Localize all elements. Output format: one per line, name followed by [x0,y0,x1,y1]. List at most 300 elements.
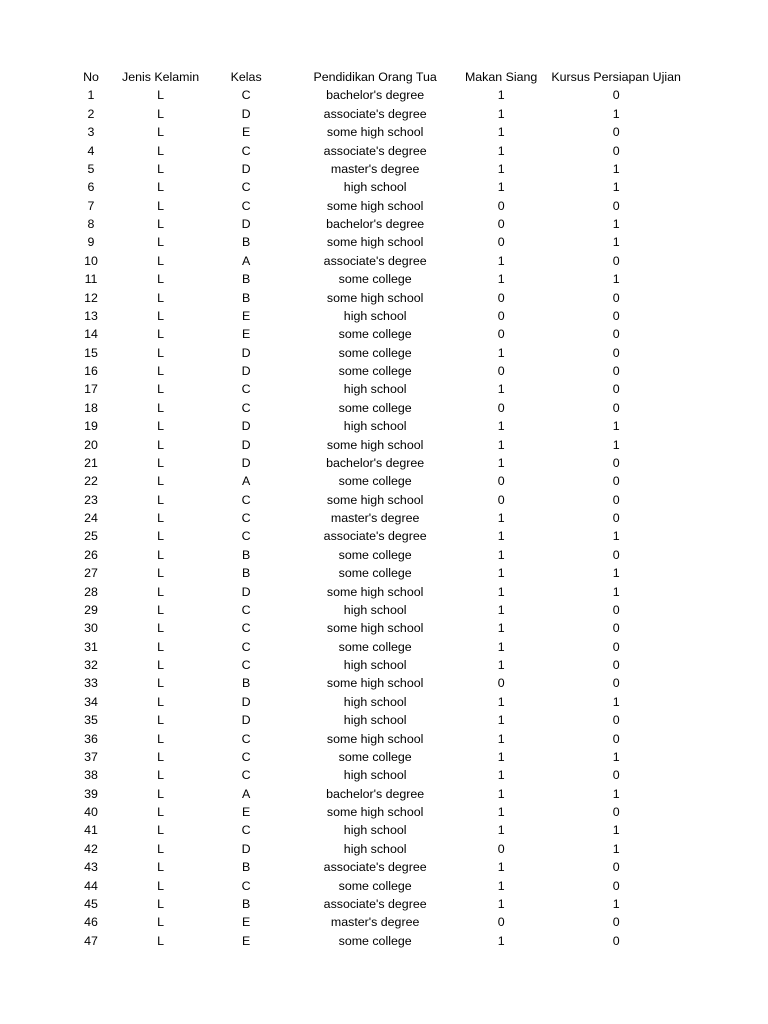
cell-kelas: C [241,768,251,783]
cell-kelas: B [242,290,251,305]
cell-makan-siang: 1 [497,694,505,709]
cell-jenis-kelamin: L [157,308,165,323]
cell-pendidikan-orang-tua: high school [343,658,407,672]
cell-no: 30 [84,621,98,636]
table-row [60,491,687,509]
header-pendidikan-orang-tua: Pendidikan Orang Tua [313,70,437,84]
cell-jenis-kelamin: L [157,235,165,250]
table-row [60,638,687,656]
cell-pendidikan-orang-tua: master's degree [330,915,420,930]
cell-pendidikan-orang-tua: associate's degree [323,529,427,544]
cell-jenis-kelamin: L [157,694,165,709]
cell-kelas: B [242,547,251,562]
cell-jenis-kelamin: L [157,382,165,397]
cell-makan-siang: 1 [497,621,505,636]
cell-makan-siang: 0 [497,198,505,213]
table-row [60,527,687,545]
cell-jenis-kelamin: L [157,400,165,415]
cell-makan-siang: 1 [497,382,505,397]
cell-jenis-kelamin: L [157,272,165,287]
cell-kelas: C [241,621,251,636]
table-row [60,289,687,307]
cell-makan-siang: 1 [497,823,505,838]
cell-kelas: E [242,125,251,140]
cell-pendidikan-orang-tua: bachelor's degree [326,217,425,231]
cell-no: 40 [84,805,98,819]
cell-pendidikan-orang-tua: some college [338,639,412,654]
table-row [60,913,687,931]
cell-jenis-kelamin: L [157,896,165,911]
cell-kursus-persiapan-ujian: 0 [612,621,620,636]
cell-kelas: C [241,180,251,195]
cell-jenis-kelamin: L [157,639,165,654]
cell-makan-siang: 0 [497,308,505,323]
cell-kursus-persiapan-ujian: 1 [612,235,620,250]
cell-makan-siang: 1 [497,437,505,452]
table-row [60,160,687,178]
cell-pendidikan-orang-tua: some college [338,749,412,764]
cell-jenis-kelamin: L [157,437,165,452]
cell-pendidikan-orang-tua: high school [343,823,407,838]
cell-kelas: D [241,713,251,728]
cell-makan-siang: 1 [497,455,505,470]
table-row [60,123,687,141]
cell-kursus-persiapan-ujian: 1 [612,566,620,581]
cell-makan-siang: 1 [497,713,505,728]
cell-jenis-kelamin: L [157,217,165,231]
cell-kelas: D [241,419,251,434]
table-row [60,564,687,582]
cell-no: 45 [84,896,98,911]
cell-pendidikan-orang-tua: high school [343,694,407,709]
cell-jenis-kelamin: L [157,474,165,489]
table-row [60,509,687,527]
cell-no: 3 [87,125,95,140]
cell-no: 1 [87,88,95,103]
table-row [60,307,687,325]
cell-no: 28 [84,584,98,599]
cell-kelas: B [242,676,251,691]
cell-no: 29 [84,602,98,617]
table-row [60,142,687,160]
cell-kelas: C [241,88,251,103]
table-row [60,472,687,490]
cell-kursus-persiapan-ujian: 1 [612,749,620,764]
cell-no: 47 [84,933,98,948]
cell-kelas: D [241,345,251,360]
cell-kelas: C [241,823,251,838]
cell-jenis-kelamin: L [157,860,165,875]
cell-pendidikan-orang-tua: some college [338,327,412,342]
cell-makan-siang: 1 [497,768,505,783]
cell-pendidikan-orang-tua: high school [343,308,407,323]
cell-makan-siang: 0 [497,492,505,507]
cell-kursus-persiapan-ujian: 0 [612,731,620,746]
cell-jenis-kelamin: L [157,602,165,617]
table-row [60,619,687,637]
cell-kursus-persiapan-ujian: 0 [612,860,620,875]
cell-pendidikan-orang-tua: some high school [326,290,424,305]
cell-no: 18 [84,400,98,415]
cell-jenis-kelamin: L [157,290,165,305]
cell-no: 21 [84,455,98,470]
cell-kursus-persiapan-ujian: 0 [612,364,620,378]
cell-jenis-kelamin: L [157,492,165,507]
cell-jenis-kelamin: L [157,345,165,360]
cell-jenis-kelamin: L [157,198,165,213]
cell-kursus-persiapan-ujian: 0 [612,639,620,654]
cell-makan-siang: 0 [497,676,505,691]
cell-kelas: E [242,933,251,948]
cell-kursus-persiapan-ujian: 1 [612,106,620,121]
cell-pendidikan-orang-tua: some college [338,272,412,287]
cell-no: 13 [84,308,98,323]
cell-makan-siang: 0 [497,290,505,305]
cell-kelas: C [241,511,251,525]
cell-kelas: B [242,235,251,250]
cell-makan-siang: 0 [497,327,505,342]
cell-kelas: D [241,364,251,378]
cell-kelas: D [241,694,251,709]
cell-jenis-kelamin: L [157,143,165,158]
cell-kursus-persiapan-ujian: 0 [612,88,620,103]
cell-no: 35 [84,713,98,728]
cell-jenis-kelamin: L [157,878,165,893]
cell-kelas: C [241,749,251,764]
cell-makan-siang: 1 [497,896,505,911]
cell-pendidikan-orang-tua: some college [338,474,412,489]
cell-pendidikan-orang-tua: some high school [326,198,424,213]
header-makan-siang: Makan Siang [464,70,538,84]
cell-jenis-kelamin: L [157,180,165,195]
cell-kursus-persiapan-ujian: 0 [612,400,620,415]
cell-no: 39 [84,786,98,801]
table-row [60,454,687,472]
cell-pendidikan-orang-tua: high school [343,602,407,617]
table-row [60,270,687,288]
cell-kursus-persiapan-ujian: 1 [612,437,620,452]
cell-jenis-kelamin: L [157,547,165,562]
cell-pendidikan-orang-tua: some college [338,933,412,948]
cell-kursus-persiapan-ujian: 0 [612,602,620,617]
cell-pendidikan-orang-tua: some high school [326,731,424,746]
cell-jenis-kelamin: L [157,805,165,819]
cell-makan-siang: 1 [497,786,505,801]
cell-no: 17 [84,382,98,397]
cell-makan-siang: 1 [497,180,505,195]
cell-kelas: D [241,217,251,231]
cell-makan-siang: 1 [497,933,505,948]
cell-pendidikan-orang-tua: some high school [326,584,424,599]
cell-no: 26 [84,547,98,562]
cell-pendidikan-orang-tua: some high school [326,125,424,140]
cell-makan-siang: 1 [497,88,505,103]
cell-makan-siang: 1 [497,125,505,140]
cell-no: 23 [84,492,98,507]
table-row [60,877,687,895]
cell-kursus-persiapan-ujian: 0 [612,511,620,525]
table-row [60,711,687,729]
cell-kursus-persiapan-ujian: 1 [612,161,620,176]
cell-pendidikan-orang-tua: some college [338,400,412,415]
cell-makan-siang: 1 [497,143,505,158]
cell-no: 2 [87,106,95,121]
cell-pendidikan-orang-tua: some college [338,364,412,378]
cell-no: 14 [84,327,98,342]
cell-jenis-kelamin: L [157,529,165,544]
cell-pendidikan-orang-tua: bachelor's degree [326,786,425,801]
cell-makan-siang: 1 [497,345,505,360]
cell-kursus-persiapan-ujian: 0 [612,805,620,819]
cell-kursus-persiapan-ujian: 0 [612,455,620,470]
cell-makan-siang: 1 [497,860,505,875]
table-row [60,197,687,215]
cell-jenis-kelamin: L [157,823,165,838]
cell-jenis-kelamin: L [157,511,165,525]
cell-kursus-persiapan-ujian: 0 [612,327,620,342]
cell-jenis-kelamin: L [157,786,165,801]
table-row [60,821,687,839]
cell-kelas: A [242,474,251,489]
table-row [60,601,687,619]
table-row [60,932,687,950]
data-table [60,68,687,950]
cell-jenis-kelamin: L [157,566,165,581]
table-row [60,233,687,251]
header-kelas: Kelas [230,70,262,84]
cell-no: 32 [84,658,98,672]
cell-kursus-persiapan-ujian: 0 [612,143,620,158]
cell-kelas: C [241,658,251,672]
cell-makan-siang: 1 [497,602,505,617]
cell-kursus-persiapan-ujian: 1 [612,896,620,911]
cell-kursus-persiapan-ujian: 1 [612,217,620,231]
cell-kursus-persiapan-ujian: 0 [612,492,620,507]
cell-pendidikan-orang-tua: some high school [326,805,424,819]
cell-kelas: C [241,382,251,397]
cell-makan-siang: 1 [497,878,505,893]
table-row [60,105,687,123]
cell-kelas: C [241,529,251,544]
cell-kursus-persiapan-ujian: 1 [612,694,620,709]
cell-pendidikan-orang-tua: bachelor's degree [326,455,425,470]
cell-kursus-persiapan-ujian: 1 [612,180,620,195]
cell-kursus-persiapan-ujian: 0 [612,768,620,783]
table-body [60,86,687,950]
cell-pendidikan-orang-tua: some college [338,547,412,562]
cell-no: 22 [84,474,98,489]
cell-kelas: E [242,308,251,323]
header-row [60,68,687,86]
cell-kursus-persiapan-ujian: 0 [612,933,620,948]
table-row [60,858,687,876]
cell-kursus-persiapan-ujian: 1 [612,419,620,434]
cell-kursus-persiapan-ujian: 0 [612,253,620,268]
cell-kelas: E [242,915,251,930]
table-row [60,399,687,417]
cell-no: 9 [87,235,95,250]
cell-makan-siang: 0 [497,841,505,856]
cell-no: 37 [84,749,98,764]
cell-no: 42 [84,841,98,856]
cell-no: 46 [84,915,98,930]
header-no: No [83,70,99,84]
cell-pendidikan-orang-tua: high school [343,713,407,728]
cell-jenis-kelamin: L [157,106,165,121]
table-row [60,215,687,233]
cell-kelas: C [241,492,251,507]
cell-kelas: B [242,566,251,581]
cell-no: 34 [84,694,98,709]
cell-makan-siang: 1 [497,511,505,525]
cell-kursus-persiapan-ujian: 1 [612,841,620,856]
cell-kelas: E [242,805,251,819]
cell-kursus-persiapan-ujian: 0 [612,308,620,323]
cell-kelas: D [241,437,251,452]
cell-kelas: C [241,198,251,213]
table-row [60,252,687,270]
cell-pendidikan-orang-tua: associate's degree [323,143,427,158]
cell-no: 7 [87,198,95,213]
cell-no: 24 [84,511,98,525]
cell-jenis-kelamin: L [157,658,165,672]
cell-pendidikan-orang-tua: high school [343,382,407,397]
cell-pendidikan-orang-tua: some college [338,566,412,581]
cell-makan-siang: 1 [497,731,505,746]
cell-kelas: D [241,584,251,599]
cell-pendidikan-orang-tua: some high school [326,676,424,691]
cell-no: 4 [87,143,95,158]
cell-kursus-persiapan-ujian: 0 [612,345,620,360]
cell-kursus-persiapan-ujian: 0 [612,125,620,140]
cell-makan-siang: 1 [497,749,505,764]
cell-no: 43 [84,860,98,875]
cell-jenis-kelamin: L [157,731,165,746]
table-row [60,730,687,748]
cell-no: 16 [84,364,98,378]
cell-makan-siang: 0 [497,364,505,378]
cell-kelas: C [241,731,251,746]
cell-no: 15 [84,345,98,360]
cell-no: 6 [87,180,95,195]
cell-kelas: B [242,860,251,875]
cell-makan-siang: 1 [497,566,505,581]
cell-jenis-kelamin: L [157,125,165,140]
cell-makan-siang: 1 [497,272,505,287]
cell-makan-siang: 0 [497,217,505,231]
cell-no: 27 [84,566,98,581]
cell-jenis-kelamin: L [157,621,165,636]
header-kursus-persiapan-ujian: Kursus Persiapan Ujian [551,70,681,84]
table-row [60,583,687,601]
cell-makan-siang: 1 [497,584,505,599]
cell-kursus-persiapan-ujian: 0 [612,878,620,893]
cell-pendidikan-orang-tua: master's degree [330,161,420,176]
table-row [60,86,687,104]
cell-jenis-kelamin: L [157,915,165,930]
cell-makan-siang: 1 [497,106,505,121]
cell-makan-siang: 1 [497,639,505,654]
table-row [60,674,687,692]
table-row [60,546,687,564]
cell-makan-siang: 1 [497,419,505,434]
table-row [60,362,687,380]
cell-makan-siang: 1 [497,547,505,562]
table-row [60,840,687,858]
table-row [60,380,687,398]
cell-kelas: C [241,143,251,158]
cell-pendidikan-orang-tua: some high school [326,492,424,507]
cell-kelas: C [241,639,251,654]
cell-pendidikan-orang-tua: master's degree [330,511,420,525]
cell-jenis-kelamin: L [157,933,165,948]
cell-makan-siang: 1 [497,529,505,544]
table-row [60,785,687,803]
cell-makan-siang: 0 [497,400,505,415]
table-row [60,803,687,821]
cell-kursus-persiapan-ujian: 0 [612,713,620,728]
table-row [60,748,687,766]
cell-jenis-kelamin: L [157,584,165,599]
cell-kursus-persiapan-ujian: 1 [612,272,620,287]
cell-kelas: D [241,455,251,470]
cell-makan-siang: 1 [497,253,505,268]
table-row [60,766,687,784]
cell-makan-siang: 1 [497,658,505,672]
cell-makan-siang: 0 [497,915,505,930]
cell-pendidikan-orang-tua: some high school [326,437,424,452]
cell-pendidikan-orang-tua: high school [343,419,407,434]
cell-jenis-kelamin: L [157,749,165,764]
cell-kelas: C [241,602,251,617]
cell-pendidikan-orang-tua: high school [343,841,407,856]
cell-no: 44 [84,878,98,893]
cell-kursus-persiapan-ujian: 0 [612,474,620,489]
table-row [60,693,687,711]
cell-no: 33 [84,676,98,691]
table-row [60,178,687,196]
cell-kursus-persiapan-ujian: 1 [612,584,620,599]
cell-no: 10 [84,253,98,268]
cell-pendidikan-orang-tua: some high school [326,621,424,636]
cell-no: 38 [84,768,98,783]
cell-jenis-kelamin: L [157,161,165,176]
table-row [60,436,687,454]
cell-no: 8 [87,217,95,231]
cell-kursus-persiapan-ujian: 0 [612,382,620,397]
cell-pendidikan-orang-tua: associate's degree [323,860,427,875]
cell-jenis-kelamin: L [157,768,165,783]
header-jenis-kelamin: Jenis Kelamin [122,70,200,84]
cell-makan-siang: 0 [497,474,505,489]
cell-kursus-persiapan-ujian: 1 [612,529,620,544]
cell-kelas: B [242,896,251,911]
cell-pendidikan-orang-tua: some high school [326,235,424,250]
cell-jenis-kelamin: L [157,364,165,378]
cell-pendidikan-orang-tua: some college [338,345,412,360]
cell-makan-siang: 0 [497,235,505,250]
cell-kelas: A [242,253,251,268]
cell-kursus-persiapan-ujian: 0 [612,676,620,691]
cell-kursus-persiapan-ujian: 0 [612,915,620,930]
cell-jenis-kelamin: L [157,455,165,470]
cell-kursus-persiapan-ujian: 1 [612,823,620,838]
table-row [60,895,687,913]
table-row [60,656,687,674]
cell-pendidikan-orang-tua: associate's degree [323,253,427,268]
cell-jenis-kelamin: L [157,253,165,268]
cell-kelas: A [242,786,251,801]
